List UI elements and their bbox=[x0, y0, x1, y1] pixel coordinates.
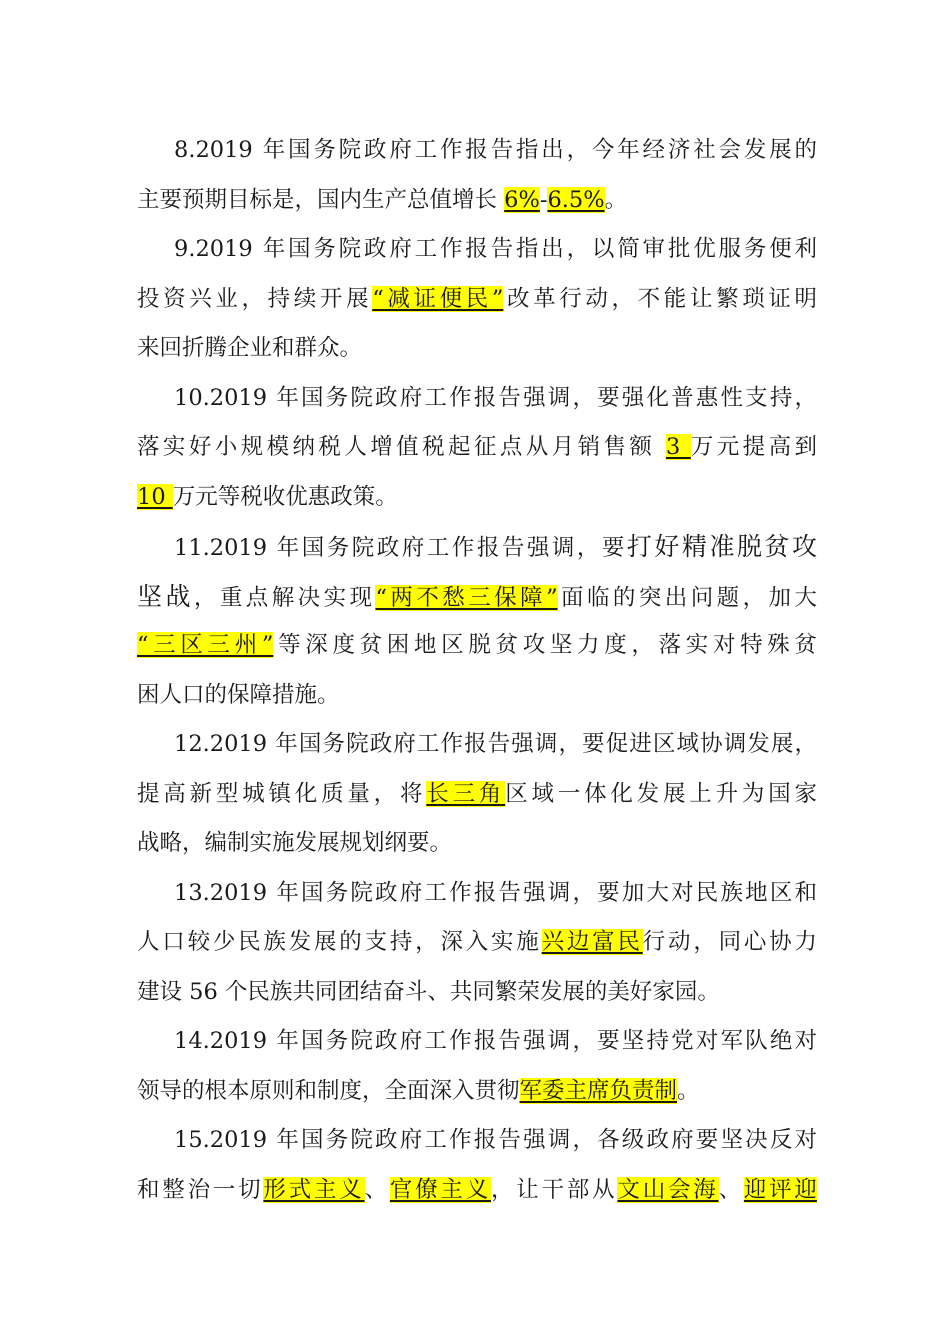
highlight-answer: “三区三州” bbox=[137, 632, 274, 658]
text-run-large: 坚战 bbox=[137, 581, 194, 611]
text-run: 。 bbox=[604, 186, 628, 213]
text-run: 万元等税收优惠政策。 bbox=[172, 483, 398, 510]
item-9-line-2 bbox=[137, 275, 817, 325]
item-12-line-1 bbox=[137, 720, 817, 770]
item-11-line-4 bbox=[137, 671, 817, 721]
highlight-answer: 文山会海 bbox=[617, 1176, 719, 1203]
item-9-line-3 bbox=[137, 324, 817, 374]
highlight-answer: 长三角 bbox=[426, 780, 506, 807]
highlight-answer: 形式主义 bbox=[263, 1176, 365, 1203]
text-run: 领导的根本原则和制度，全面深入贯彻 bbox=[137, 1077, 520, 1104]
highlight-answer: 6.5% bbox=[547, 186, 605, 213]
text-run: 投资兴业，持续开展 bbox=[137, 285, 373, 312]
item-15-line-2 bbox=[137, 1166, 817, 1216]
text-run: 8.2019 年国务院政府工作报告指出，今年经济社会发展的 bbox=[174, 137, 817, 163]
item-12-line-2 bbox=[137, 770, 817, 820]
document-body bbox=[137, 126, 817, 1215]
item-10-line-2 bbox=[137, 423, 817, 473]
text-run: 和整治一切 bbox=[137, 1176, 264, 1203]
text-run: 来回折腾企业和群众。 bbox=[137, 335, 363, 361]
text-run-large: 打好精准脱贫攻 bbox=[626, 532, 817, 561]
text-run: 、 bbox=[364, 1176, 390, 1203]
text-run: 、 bbox=[718, 1176, 744, 1203]
text-run: 困人口的保障措施。 bbox=[137, 681, 340, 708]
text-run: 14.2019 年国务院政府工作报告强调，要坚持党对军队绝对 bbox=[174, 1028, 817, 1054]
text-run: ，让干部从 bbox=[491, 1176, 618, 1203]
item-9-line-1 bbox=[137, 225, 817, 275]
highlight-answer: “两不愁三保障” bbox=[375, 584, 558, 611]
item-11-line-3 bbox=[137, 621, 817, 671]
item-14-line-1 bbox=[137, 1017, 817, 1067]
item-11-line-1 bbox=[137, 522, 817, 572]
text-run: 行动，同心协力 bbox=[642, 929, 817, 955]
text-run: 提高新型城镇化质量，将 bbox=[137, 780, 427, 807]
text-run: 战略，编制实施发展规划纲要。 bbox=[137, 830, 453, 856]
text-run: 改革行动，不能让繁琐证明 bbox=[503, 285, 817, 312]
item-14-line-2 bbox=[137, 1067, 817, 1117]
highlight-answer: 迎评迎 bbox=[743, 1176, 817, 1203]
text-run: 13.2019 年国务院政府工作报告强调，要加大对民族地区和 bbox=[174, 879, 817, 906]
text-run: 10.2019 年国务院政府工作报告强调，要强化普惠性支持， bbox=[174, 384, 817, 411]
text-run: 15.2019 年国务院政府工作报告强调，各级政府要坚决反对 bbox=[174, 1127, 817, 1153]
highlight-answer: 10 bbox=[137, 483, 173, 510]
highlight-answer: 6% bbox=[504, 186, 540, 213]
text-run: 区域一体化发展上升为国家 bbox=[505, 780, 817, 807]
text-run: 主要预期目标是，国内生产总值增长 bbox=[137, 186, 505, 213]
item-15-line-1 bbox=[137, 1116, 817, 1166]
text-run: 12.2019 年国务院政府工作报告强调，要促进区域协调发展， bbox=[174, 731, 817, 757]
item-13-line-2 bbox=[137, 918, 817, 968]
text-run: 建设 56 个民族共同团结奋斗、共同繁荣发展的美好家园。 bbox=[137, 978, 720, 1005]
item-13-line-3 bbox=[137, 968, 817, 1018]
highlight-answer: 3 bbox=[665, 434, 691, 460]
text-run: ，重点解决实现 bbox=[193, 584, 376, 611]
highlight-answer: 官僚主义 bbox=[389, 1176, 491, 1203]
text-run: 等深度贫困地区脱贫攻坚力度，落实对特殊贫 bbox=[273, 632, 817, 658]
text-run: 落实好小规模纳税人增值税起征点从月销售额 bbox=[137, 434, 666, 460]
highlight-answer: “减证便民” bbox=[372, 285, 504, 312]
item-13-line-1 bbox=[137, 869, 817, 919]
item-10-line-3 bbox=[137, 473, 817, 523]
item-8-line-2 bbox=[137, 176, 817, 226]
highlight-answer: 军委主席负责制 bbox=[519, 1077, 678, 1104]
text-run: 万元提高到 bbox=[690, 434, 817, 460]
text-run: 人口较少民族发展的支持，深入实施 bbox=[137, 929, 542, 955]
item-11-line-2 bbox=[137, 572, 817, 622]
text-run: 面临的突出问题，加大 bbox=[557, 584, 817, 611]
item-10-line-1 bbox=[137, 374, 817, 424]
highlight-answer: 兴边富民 bbox=[541, 929, 643, 955]
item-8-line-1 bbox=[137, 126, 817, 176]
text-run: 。 bbox=[677, 1077, 700, 1104]
text-run: 9.2019 年国务院政府工作报告指出，以简审批优服务便利 bbox=[174, 236, 817, 262]
item-12-line-3 bbox=[137, 819, 817, 869]
text-run: 11.2019 年国务院政府工作报告强调，要 bbox=[174, 535, 627, 561]
text-run: - bbox=[539, 186, 548, 213]
